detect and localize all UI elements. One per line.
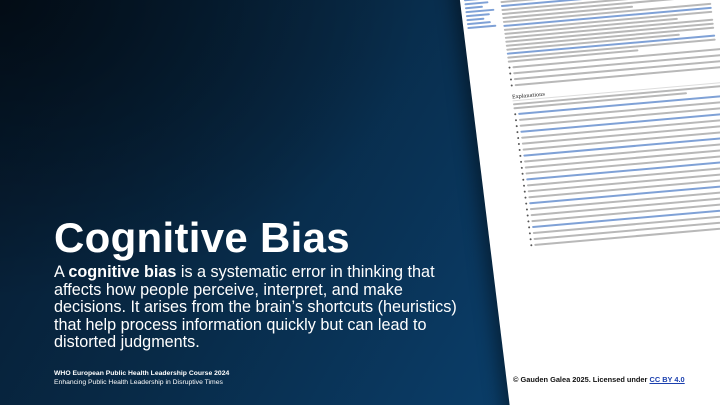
credit-text: © Gauden Galea 2025. Licensed under [513, 375, 650, 384]
license-credit [513, 375, 685, 384]
slide-title: Cognitive Bias [54, 214, 350, 261]
wiki-section-heading: Explanations [512, 75, 720, 101]
wikipedia-screenshot [455, 0, 720, 405]
desc-term: cognitive bias [68, 263, 177, 281]
slide-description [54, 264, 469, 352]
desc-prefix: A [54, 263, 69, 281]
course-subtitle: Enhancing Public Health Leadership in Disruptive Times [54, 379, 223, 386]
course-footer [54, 369, 229, 387]
wiki-sidebar [462, 0, 498, 31]
desc-text: is a systematic error in thinking that affects how people perceive, interpret, and make decisions. It arises from the brain’s shortcuts (heuristics) that help process information quickly but can lead to distorted judgments. [54, 263, 457, 352]
wiki-article [497, 0, 720, 248]
course-name: WHO European Public Health Leadership Course 2024 [54, 370, 230, 377]
license-link[interactable]: CC BY 4.0 [649, 375, 685, 384]
